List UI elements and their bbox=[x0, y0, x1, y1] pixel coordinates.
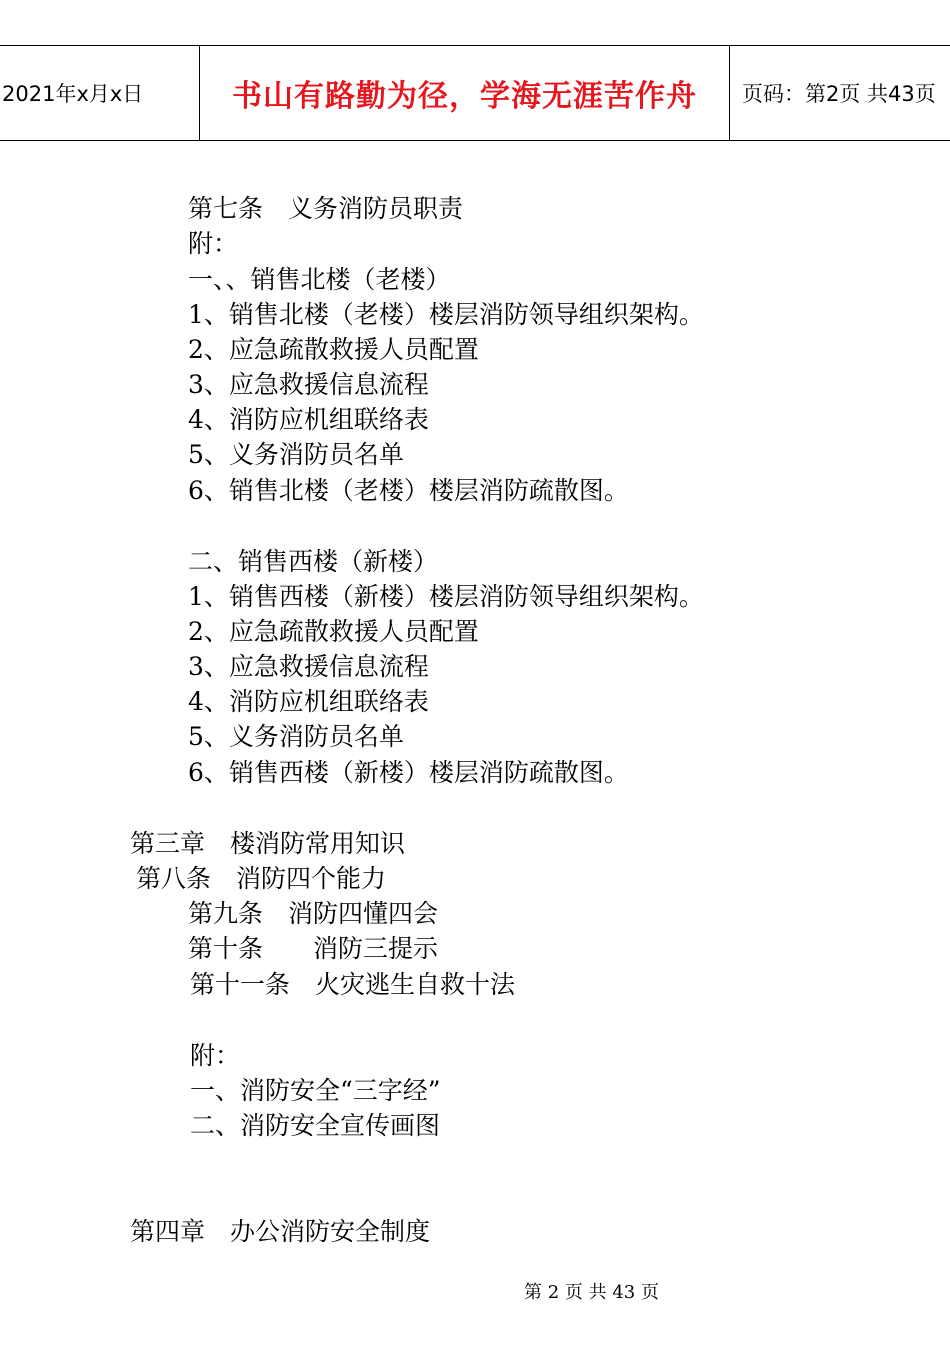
list-item: 一、消防安全“三字经” bbox=[190, 1076, 441, 1105]
article-7-heading: 第七条 义务消防员职责 bbox=[188, 194, 464, 223]
chapter-3-heading: 第三章 楼消防常用知识 bbox=[130, 829, 406, 858]
list-item: 5、义务消防员名单 bbox=[188, 440, 404, 469]
header-date: 2021年x月x日 bbox=[0, 46, 200, 140]
article-11-heading: 第十一条 火灾逃生自救十法 bbox=[190, 970, 516, 999]
list-item: 4、消防应机组联络表 bbox=[188, 405, 429, 434]
header-motto: 书山有路勤为径，学海无涯苦作舟 bbox=[200, 46, 730, 140]
page-footer: 第 2 页 共 43 页 bbox=[524, 1282, 659, 1303]
list-item: 2、应急疏散救援人员配置 bbox=[188, 617, 479, 646]
appendix-label: 附： bbox=[190, 1041, 241, 1070]
list-item: 3、应急救援信息流程 bbox=[188, 370, 429, 399]
list-item: 3、应急救援信息流程 bbox=[188, 652, 429, 681]
list-item: 6、销售西楼（新楼）楼层消防疏散图。 bbox=[188, 758, 629, 787]
chapter-4-heading: 第四章 办公消防安全制度 bbox=[130, 1217, 431, 1246]
header-page-info: 页码：第2页 共43页 bbox=[742, 82, 936, 106]
article-9-heading: 第九条 消防四懂四会 bbox=[188, 899, 439, 928]
list-item: 1、销售北楼（老楼）楼层消防领导组织架构。 bbox=[188, 300, 704, 329]
list-item: 6、销售北楼（老楼）楼层消防疏散图。 bbox=[188, 476, 629, 505]
page-header bbox=[0, 45, 950, 141]
list-item: 二、消防安全宣传画图 bbox=[190, 1111, 441, 1140]
section-west-building: 二、销售西楼（新楼） bbox=[188, 547, 439, 576]
article-8-heading: 第八条 消防四个能力 bbox=[136, 864, 387, 893]
list-item: 5、义务消防员名单 bbox=[188, 722, 404, 751]
list-item: 2、应急疏散救援人员配置 bbox=[188, 335, 479, 364]
section-north-building: 一、、销售北楼（老楼） bbox=[188, 265, 451, 294]
list-item: 4、消防应机组联络表 bbox=[188, 687, 429, 716]
appendix-label: 附： bbox=[188, 229, 239, 258]
list-item: 1、销售西楼（新楼）楼层消防领导组织架构。 bbox=[188, 582, 704, 611]
article-10-heading: 第十条 消防三提示 bbox=[188, 934, 439, 963]
